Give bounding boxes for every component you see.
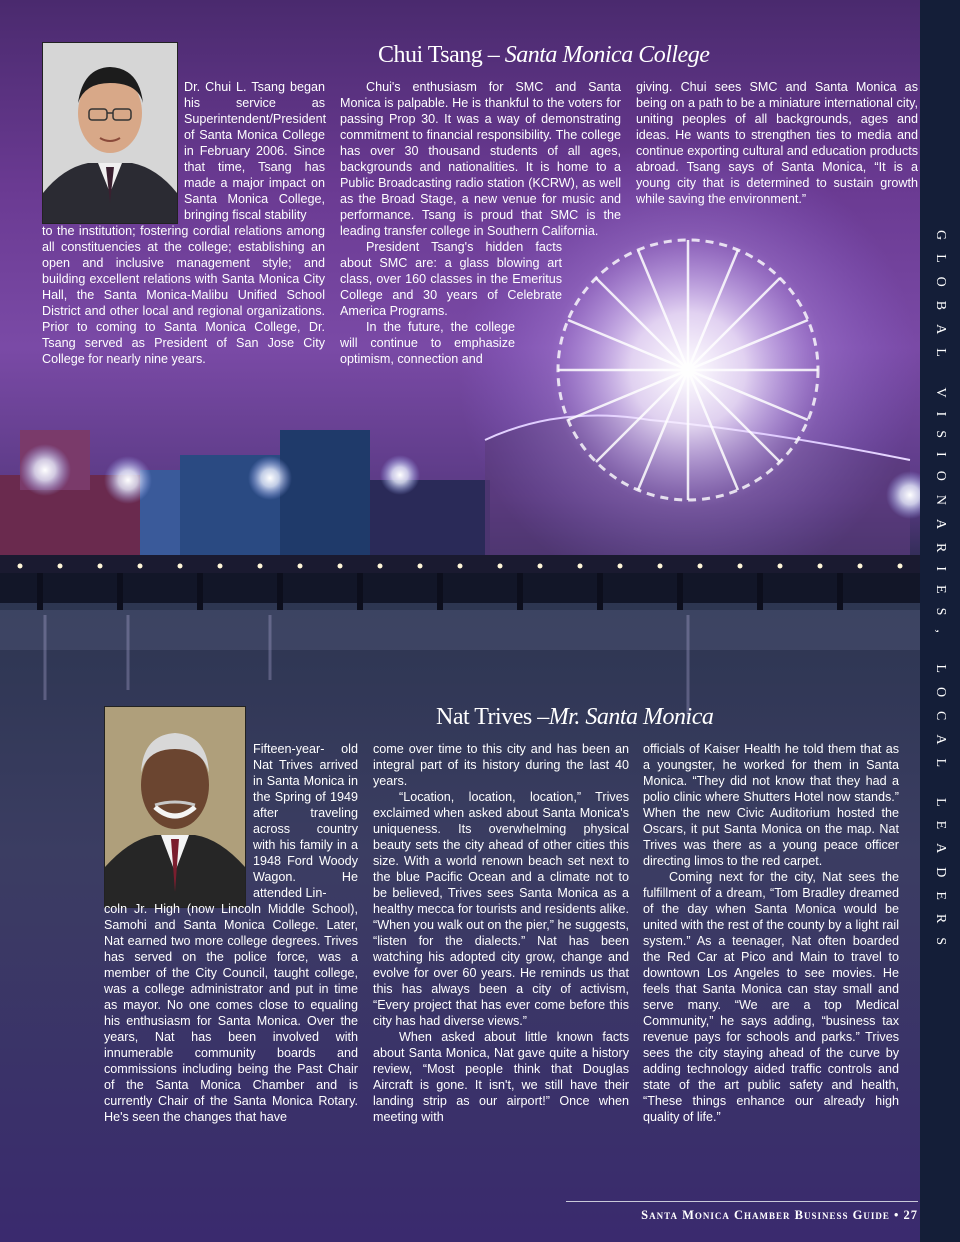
tsang-intro-continued: to the institution; fostering cordial relations among all constituencies at the college; establishing an open and inclusive management style; and building excellent relations with Santa Monica City Hall, the Santa Monica-Malibu Unified School District and other local and regional organizations. Prior to coming to Santa Monica College, Dr. Tsang served as President of San Jose City College for nearly nine years. — [42, 224, 325, 366]
section-title-trives — [436, 704, 713, 731]
trives-column-3 — [643, 741, 899, 1125]
trives-col3-para2: Coming next for the city, Nat sees the fulfillment of a dream, “Tom Bradley dreamed of the day when Santa Monica would be united with the rest of the county by a light rail system.” As a teenager, Nat often boarded the Red Car at Pico and Main to travel to downtown Los Angeles to see movies. He feels that Santa Monica can stay small and serve many. “We are a top Medical Community,” he says adding, “business tax revenue pays for schools and parks.” Trives sees the city staying ahead of the curve by adding technology aided traffic controls and state of the art public safety and health, “These things enhance our already high quality of life.” — [643, 870, 899, 1124]
tsang-col2-para3: In the future, the college will continue to emphasize optimism, connection and — [340, 320, 515, 366]
page-footer — [566, 1208, 918, 1223]
sidebar-title — [920, 230, 960, 1030]
title-org: Mr. Santa Monica — [548, 704, 714, 730]
trives-column-1 — [104, 741, 358, 1125]
section-title-tsang — [378, 42, 709, 69]
trives-col3-para1: officials of Kaiser Health he told them that as a youngster, he worked for them in Santa Monica. “They did not know that they had a polio clinic where Shutters Hotel now stands.” When the new Civic Auditorium hosted the Oscars, it put Santa Monica on the map. Nat Trives was there as a young peace officer directing limos to the red carpet. — [643, 742, 899, 868]
tsang-column-2 — [340, 79, 621, 367]
footer-publication: Santa Monica Chamber Business Guide — [641, 1208, 890, 1222]
title-name: Nat Trives – — [436, 704, 549, 730]
sidebar-title-text: GLOBAL VISIONARIES, LOCAL LEADERS — [933, 230, 948, 960]
title-org: Santa Monica College — [504, 42, 710, 68]
trives-col2-para1: come over time to this city and has been an integral part of its history during the last 40 years. — [373, 742, 629, 788]
tsang-col2-para2: President Tsang's hidden facts about SMC are: a glass blowing art class, over 160 classes in the Emeritus College and 30 years of Celebrate America Programs. — [340, 240, 562, 318]
trives-col2-para2: “Location, location, location,” Trives exclaimed when asked about Santa Monica's uniqueness. Its overwhelming physical beauty sets the city ahead of other cities this size. With a world renown beach set next to the blue Pacific Ocean and a climate not to be believed, Trives sees Santa Monica as a healthy mecca for tourists and residents alike. “When you walk out on the pier,” he suggests, “listen for the dialects.” Nat has been watching his adopted city grow, change and evolve for over 60 years. He reminds us that this has always been a city of activism, “Every project that has ever come before this city has had diverse views.” — [373, 790, 629, 1028]
trives-intro-continued: coln Jr. High (now Lincoln Middle School), Samohi and Santa Monica College. Later, Nat earned two more college degrees. Trives has served on the police force, was a member of the City Council, taught college, was a college administrator and put in time as mayor. No one comes close to equaling his enthusiasm for Santa Monica. Over the years, Nat has been involved with innumerable community boards and commissions including being the Past Chair of the Santa Monica Chamber and is currently Chair of the Santa Monica Rotary. He's seen the changes that have — [104, 902, 358, 1124]
trives-column-2 — [373, 741, 629, 1125]
trives-col2-para3: When asked about little known facts about Santa Monica, Nat gave quite a history review, “Most people think that Douglas Aircraft is gone. It isn't, we still have their landing strip as our airport!” Once when meeting with — [373, 1030, 629, 1124]
page-number: 27 — [903, 1208, 918, 1222]
trives-intro-text: Fifteen-year- old Nat Trives arrived in Santa Monica in the Spring of 1949 after traveling across country with his family in a 1948 Ford Woody Wagon. He attended Lin- — [253, 742, 358, 900]
tsang-col3-para1: giving. Chui sees SMC and Santa Monica as being on a path to be a miniature international city, uniting peoples of all backgrounds, ages and ideas. He wants to strengthen ties to media and continue exporting cultural and education products abroad. Tsang says of Santa Monica, “It is a young city that is determined to sustain growth while saving the environment.” — [636, 80, 918, 206]
tsang-col2-para1: Chui's enthusiasm for SMC and Santa Monica is palpable. He is thankful to the voters for passing Prop 30. It was a way of demonstrating commitment to financial responsibility. The college has over 30 thousand students of all ages, backgrounds and nationalities. It is home to a Public Broadcasting radio station (KCRW), as well as the Broad Stage, a new venue for music and performance. Tsang is proud that SMC is the leading transfer college in Southern California. — [340, 80, 621, 238]
footer-rule — [566, 1201, 918, 1202]
footer-bullet: • — [893, 1208, 900, 1222]
title-name: Chui Tsang – — [378, 42, 505, 68]
tsang-column-3 — [636, 79, 918, 207]
tsang-intro-text: Dr. Chui L. Tsang began his service as Superintendent/President of Santa Monica College in February 2006. Since that time, Tsang has made a major impact on Santa Monica College, bringing fiscal stability — [184, 80, 327, 222]
tsang-column-1 — [42, 79, 325, 367]
